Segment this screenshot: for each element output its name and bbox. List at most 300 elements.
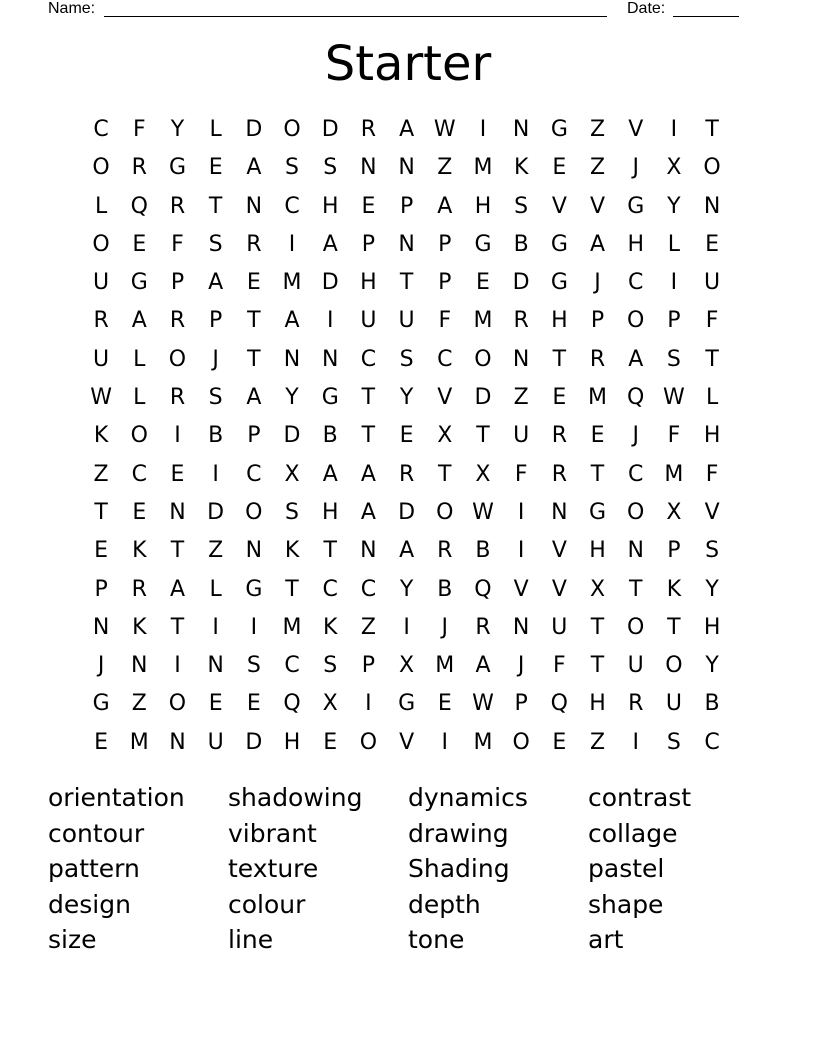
letter-grid xyxy=(82,111,731,762)
grid-letter: N xyxy=(398,231,415,257)
grid-letter: D xyxy=(283,423,301,449)
grid-letter: L xyxy=(705,385,719,411)
grid-letter: Z xyxy=(589,117,606,142)
grid-letter: S xyxy=(666,729,681,755)
grid-letter: C xyxy=(284,653,300,679)
grid-letter: C xyxy=(284,193,300,219)
grid-letter: A xyxy=(399,117,415,142)
grid-letter: Q xyxy=(474,576,492,602)
grid-letter: H xyxy=(321,193,339,219)
grid-letter: G xyxy=(398,691,416,717)
grid-letter: E xyxy=(399,423,414,449)
grid-letter: O xyxy=(92,155,110,181)
grid-letter: L xyxy=(667,231,681,257)
grid-letter: O xyxy=(627,308,645,334)
grid-letter: B xyxy=(704,691,720,717)
grid-letter: I xyxy=(479,117,487,142)
grid-letter: C xyxy=(704,729,720,755)
word-list-item: line xyxy=(228,925,274,955)
grid-letter: K xyxy=(132,614,147,640)
grid-letter: O xyxy=(627,614,645,640)
grid-letter: F xyxy=(553,653,566,679)
grid-letter: L xyxy=(94,193,108,219)
grid-letter: E xyxy=(705,231,720,257)
word-list-item: pattern xyxy=(48,854,140,884)
grid-letter: V xyxy=(628,117,644,142)
grid-letter: U xyxy=(704,270,721,296)
grid-letter: A xyxy=(360,499,376,525)
grid-letter: G xyxy=(130,270,148,296)
grid-letter: D xyxy=(474,385,492,411)
grid-letter: H xyxy=(703,423,721,449)
grid-letter: L xyxy=(209,576,222,602)
grid-letter: A xyxy=(169,576,185,602)
grid-letter: D xyxy=(245,117,263,142)
word-list-item: design xyxy=(48,889,131,919)
grid-letter: Y xyxy=(285,385,299,411)
grid-letter: W xyxy=(433,117,456,142)
grid-letter: E xyxy=(476,270,490,296)
grid-letter: I xyxy=(517,499,525,525)
word-list-item: Shading xyxy=(408,854,510,884)
grid-letter: S xyxy=(285,499,300,525)
grid-letter: N xyxy=(360,538,377,564)
grid-letter: B xyxy=(208,423,224,449)
word-list-item: contour xyxy=(48,818,145,848)
grid-letter: U xyxy=(665,691,682,717)
grid-letter: R xyxy=(398,461,415,487)
grid-letter: C xyxy=(437,346,453,372)
grid-letter: N xyxy=(398,155,415,181)
grid-letter: T xyxy=(590,614,605,640)
grid-letter: E xyxy=(246,691,261,717)
grid-letter: E xyxy=(323,729,338,755)
grid-letter: G xyxy=(474,231,492,257)
grid-letter: R xyxy=(551,461,567,487)
grid-letter: E xyxy=(208,155,223,181)
grid-letter: T xyxy=(170,614,185,640)
grid-letter: A xyxy=(322,461,338,487)
grid-letter: I xyxy=(403,614,410,640)
grid-letter: V xyxy=(551,538,567,564)
grid-letter: N xyxy=(551,499,568,525)
grid-letter: Q xyxy=(627,385,645,411)
grid-letter: E xyxy=(552,385,567,411)
grid-letter: T xyxy=(438,461,452,487)
grid-letter: N xyxy=(169,729,186,755)
grid-letter: Q xyxy=(550,691,568,717)
grid-letter: N xyxy=(131,653,148,679)
grid-letter: R xyxy=(437,538,453,564)
date-label: Date: xyxy=(627,0,666,17)
grid-letter: U xyxy=(398,308,415,334)
grid-letter: T xyxy=(590,461,605,487)
grid-letter: N xyxy=(512,346,530,372)
grid-letter: A xyxy=(131,308,147,334)
grid-letter: U xyxy=(93,346,110,372)
grid-letter: T xyxy=(628,576,643,602)
grid-letter: T xyxy=(476,423,490,449)
grid-letter: H xyxy=(283,729,301,755)
name-line xyxy=(104,16,607,17)
grid-letter: C xyxy=(93,117,109,142)
word-list-item: dynamics xyxy=(408,783,528,812)
grid-letter: V xyxy=(551,576,567,602)
grid-letter: H xyxy=(703,614,721,640)
grid-letter: O xyxy=(283,117,301,142)
grid-letter: R xyxy=(475,614,491,640)
grid-letter: O xyxy=(474,346,492,372)
grid-letter: A xyxy=(590,231,606,257)
grid-letter: P xyxy=(94,576,108,602)
grid-letter: P xyxy=(170,270,185,296)
date-line xyxy=(673,16,739,17)
grid-letter: N xyxy=(169,499,186,525)
grid-letter: M xyxy=(282,270,302,296)
grid-letter: P xyxy=(667,308,681,334)
grid-letter: Z xyxy=(589,729,606,755)
grid-letter: M xyxy=(588,385,608,411)
grid-letter: J xyxy=(441,614,449,640)
grid-letter: R xyxy=(93,308,109,334)
grid-letter: R xyxy=(169,193,186,219)
grid-letter: M xyxy=(664,461,684,487)
grid-letter: I xyxy=(670,117,678,142)
grid-letter: E xyxy=(552,729,567,755)
grid-letter: G xyxy=(589,499,607,525)
grid-letter: T xyxy=(94,499,108,525)
word-list xyxy=(48,780,768,958)
grid-letter: I xyxy=(326,308,334,334)
grid-letter: U xyxy=(513,423,530,449)
grid-letter: P xyxy=(667,538,681,564)
grid-letter: T xyxy=(247,346,261,372)
grid-letter: T xyxy=(590,653,605,679)
grid-letter: M xyxy=(435,653,455,679)
grid-letter: N xyxy=(321,346,339,372)
grid-letter: X xyxy=(666,499,682,525)
grid-letter: I xyxy=(212,614,219,640)
grid-letter: P xyxy=(209,308,223,334)
grid-letter: H xyxy=(589,691,606,717)
grid-letter: A xyxy=(437,193,453,219)
grid-letter: O xyxy=(703,155,721,181)
grid-letter: F xyxy=(705,461,719,487)
grid-letter: E xyxy=(246,270,261,296)
grid-letter: S xyxy=(323,653,338,679)
grid-letter: D xyxy=(321,270,339,296)
grid-letter: Q xyxy=(130,193,148,219)
grid-letter: O xyxy=(130,423,148,449)
grid-letter: I xyxy=(365,691,372,717)
grid-letter: I xyxy=(288,231,296,257)
grid-letter: Z xyxy=(513,385,529,411)
word-list-item: art xyxy=(588,925,624,955)
grid-letter: B xyxy=(437,576,453,602)
grid-letter: B xyxy=(322,423,338,449)
word-list-item: drawing xyxy=(408,818,509,848)
grid-letter: S xyxy=(514,193,529,219)
grid-letter: V xyxy=(590,193,606,219)
grid-letter: S xyxy=(246,653,261,679)
grid-letter: O xyxy=(168,346,187,372)
grid-letter: R xyxy=(169,385,186,411)
grid-letter: C xyxy=(628,270,644,296)
grid-letter: U xyxy=(551,614,568,640)
grid-letter: R xyxy=(131,576,147,602)
grid-letter: U xyxy=(360,308,377,334)
grid-letter: O xyxy=(512,729,530,755)
word-list-item: vibrant xyxy=(228,818,317,848)
grid-letter: N xyxy=(360,155,377,181)
grid-letter: M xyxy=(473,155,493,181)
grid-letter: T xyxy=(667,614,681,640)
word-list-item: tone xyxy=(408,925,465,955)
grid-letter: Y xyxy=(667,193,681,219)
grid-letter: G xyxy=(168,155,186,181)
grid-letter: K xyxy=(323,614,338,640)
grid-letter: Y xyxy=(705,653,719,679)
grid-letter: H xyxy=(321,499,339,525)
grid-letter: E xyxy=(361,193,376,219)
grid-letter: C xyxy=(628,461,644,487)
grid-letter: E xyxy=(132,499,147,525)
grid-letter: Z xyxy=(93,461,109,487)
grid-letter: A xyxy=(208,270,224,296)
grid-letter: S xyxy=(285,155,300,181)
grid-letter: J xyxy=(97,653,105,679)
grid-letter: X xyxy=(475,461,491,487)
grid-letter: F xyxy=(705,308,719,334)
grid-letter: T xyxy=(705,346,719,372)
grid-letter: Z xyxy=(208,538,224,564)
grid-letter: W xyxy=(472,691,494,717)
grid-letter: M xyxy=(473,729,493,755)
grid-letter: T xyxy=(361,385,376,411)
grid-letter: X xyxy=(666,155,682,181)
grid-letter: D xyxy=(321,117,339,142)
grid-letter: E xyxy=(590,423,605,449)
grid-letter: V xyxy=(437,385,453,411)
grid-letter: E xyxy=(170,461,185,487)
grid-letter: P xyxy=(514,691,528,717)
grid-letter: G xyxy=(245,576,263,602)
grid-letter: J xyxy=(212,346,219,372)
grid-letter: R xyxy=(551,423,567,449)
grid-letter: E xyxy=(94,538,109,564)
header xyxy=(0,0,816,20)
grid-letter: S xyxy=(208,385,223,411)
grid-letter: I xyxy=(517,538,525,564)
grid-letter: L xyxy=(133,385,146,411)
grid-letter: R xyxy=(246,231,262,257)
grid-letter: R xyxy=(628,691,644,717)
grid-letter: E xyxy=(552,155,567,181)
word-list-item: shadowing xyxy=(228,783,363,812)
grid-letter: E xyxy=(437,691,452,717)
grid-letter: F xyxy=(514,461,528,487)
grid-letter: Z xyxy=(437,155,453,181)
grid-letter: T xyxy=(323,538,337,564)
grid-letter: A xyxy=(246,155,262,181)
grid-letter: K xyxy=(132,538,147,564)
grid-letter: V xyxy=(399,729,415,755)
grid-letter: Z xyxy=(360,614,376,640)
grid-letter: I xyxy=(174,653,181,679)
grid-letter: F xyxy=(438,308,452,334)
grid-letter: V xyxy=(704,499,720,525)
grid-letter: C xyxy=(322,576,338,602)
grid-letter: M xyxy=(129,729,149,755)
grid-letter: T xyxy=(705,117,719,142)
grid-letter: I xyxy=(670,270,678,296)
grid-letter: A xyxy=(322,231,338,257)
word-list-item: depth xyxy=(408,889,481,919)
grid-letter: A xyxy=(475,653,491,679)
grid-letter: O xyxy=(245,499,263,525)
grid-letter: W xyxy=(90,385,112,411)
grid-letter: R xyxy=(131,155,147,181)
page-title: Starter xyxy=(324,36,492,92)
grid-letter: T xyxy=(247,308,261,334)
grid-letter: G xyxy=(321,385,339,411)
grid-letter: U xyxy=(207,729,224,755)
grid-letter: A xyxy=(399,538,415,564)
grid-letter: Y xyxy=(399,385,414,411)
word-list-item: collage xyxy=(588,818,678,848)
grid-letter: P xyxy=(438,270,452,296)
word-list-item: texture xyxy=(228,854,319,884)
grid-letter: C xyxy=(246,461,262,487)
grid-letter: R xyxy=(360,117,377,142)
grid-letter: O xyxy=(168,691,187,717)
word-list-item: shape xyxy=(588,889,664,919)
grid-letter: X xyxy=(589,576,606,602)
word-list-item: pastel xyxy=(588,854,665,884)
grid-letter: R xyxy=(169,308,186,334)
grid-letter: T xyxy=(208,193,223,219)
grid-letter: J xyxy=(632,155,639,181)
grid-letter: N xyxy=(512,614,530,640)
grid-letter: X xyxy=(284,461,300,487)
grid-letter: B xyxy=(475,538,491,564)
grid-letter: C xyxy=(131,461,147,487)
grid-letter: A xyxy=(628,346,644,372)
grid-letter: R xyxy=(589,346,606,372)
grid-letter: S xyxy=(208,231,223,257)
grid-letter: G xyxy=(550,231,568,257)
grid-letter: P xyxy=(361,231,376,257)
grid-letter: V xyxy=(551,193,567,219)
grid-letter: O xyxy=(359,729,378,755)
grid-letter: A xyxy=(284,308,300,334)
grid-letter: N xyxy=(245,538,263,564)
grid-letter: K xyxy=(284,538,300,564)
grid-letter: G xyxy=(627,193,645,219)
grid-letter: H xyxy=(551,308,568,334)
grid-letter: N xyxy=(207,653,224,679)
grid-letter: X xyxy=(437,423,453,449)
grid-letter: N xyxy=(283,346,301,372)
grid-letter: S xyxy=(705,538,720,564)
grid-letter: N xyxy=(245,193,263,219)
grid-letter: T xyxy=(285,576,299,602)
grid-letter: Y xyxy=(170,117,185,142)
grid-letter: E xyxy=(208,691,223,717)
grid-letter: Y xyxy=(399,576,414,602)
word-list-item: size xyxy=(48,925,97,955)
grid-letter: I xyxy=(212,461,219,487)
grid-letter: S xyxy=(399,346,414,372)
grid-letter: T xyxy=(170,538,185,564)
grid-letter: D xyxy=(512,270,530,296)
grid-letter: P xyxy=(399,193,414,219)
grid-letter: J xyxy=(632,423,639,449)
grid-letter: I xyxy=(441,729,449,755)
grid-letter: T xyxy=(399,270,414,296)
grid-letter: N xyxy=(703,193,721,219)
grid-letter: E xyxy=(94,729,109,755)
grid-letter: H xyxy=(627,231,644,257)
grid-letter: F xyxy=(132,117,146,142)
grid-letter: F xyxy=(667,423,681,449)
grid-letter: J xyxy=(517,653,525,679)
grid-letter: O xyxy=(436,499,454,525)
grid-letter: G xyxy=(92,691,110,717)
grid-letter: Z xyxy=(131,691,147,717)
grid-letter: W xyxy=(472,499,494,525)
grid-letter: Z xyxy=(589,155,606,181)
grid-letter: E xyxy=(132,231,147,257)
grid-letter: V xyxy=(513,576,529,602)
grid-letter: N xyxy=(512,117,530,142)
word-list-item: orientation xyxy=(48,783,185,812)
grid-letter: C xyxy=(360,576,377,602)
grid-letter: P xyxy=(247,423,261,449)
grid-letter: U xyxy=(93,270,110,296)
grid-letter: B xyxy=(513,231,529,257)
grid-letter: O xyxy=(627,499,645,525)
grid-letter: S xyxy=(323,155,338,181)
grid-letter: D xyxy=(207,499,225,525)
grid-letter: M xyxy=(282,614,302,640)
word-list-item: contrast xyxy=(588,783,692,812)
grid-letter: I xyxy=(250,614,258,640)
grid-letter: M xyxy=(473,308,493,334)
grid-letter: T xyxy=(552,346,567,372)
grid-letter: K xyxy=(93,423,109,449)
grid-letter: G xyxy=(550,117,568,142)
grid-letter: N xyxy=(92,614,110,640)
word-list-item: colour xyxy=(228,889,306,919)
grid-letter: X xyxy=(399,653,415,679)
grid-letter: G xyxy=(550,270,568,296)
grid-letter: C xyxy=(360,346,377,372)
grid-letter: T xyxy=(361,423,376,449)
grid-letter: L xyxy=(209,117,222,142)
grid-letter: K xyxy=(513,155,529,181)
grid-letter: D xyxy=(245,729,263,755)
grid-letter: P xyxy=(361,653,376,679)
grid-letter: U xyxy=(627,653,644,679)
grid-letter: Y xyxy=(705,576,719,602)
grid-letter: S xyxy=(666,346,681,372)
grid-letter: N xyxy=(627,538,644,564)
grid-letter: H xyxy=(474,193,492,219)
grid-letter: X xyxy=(322,691,338,717)
grid-letter: P xyxy=(438,231,452,257)
grid-letter: R xyxy=(513,308,529,334)
